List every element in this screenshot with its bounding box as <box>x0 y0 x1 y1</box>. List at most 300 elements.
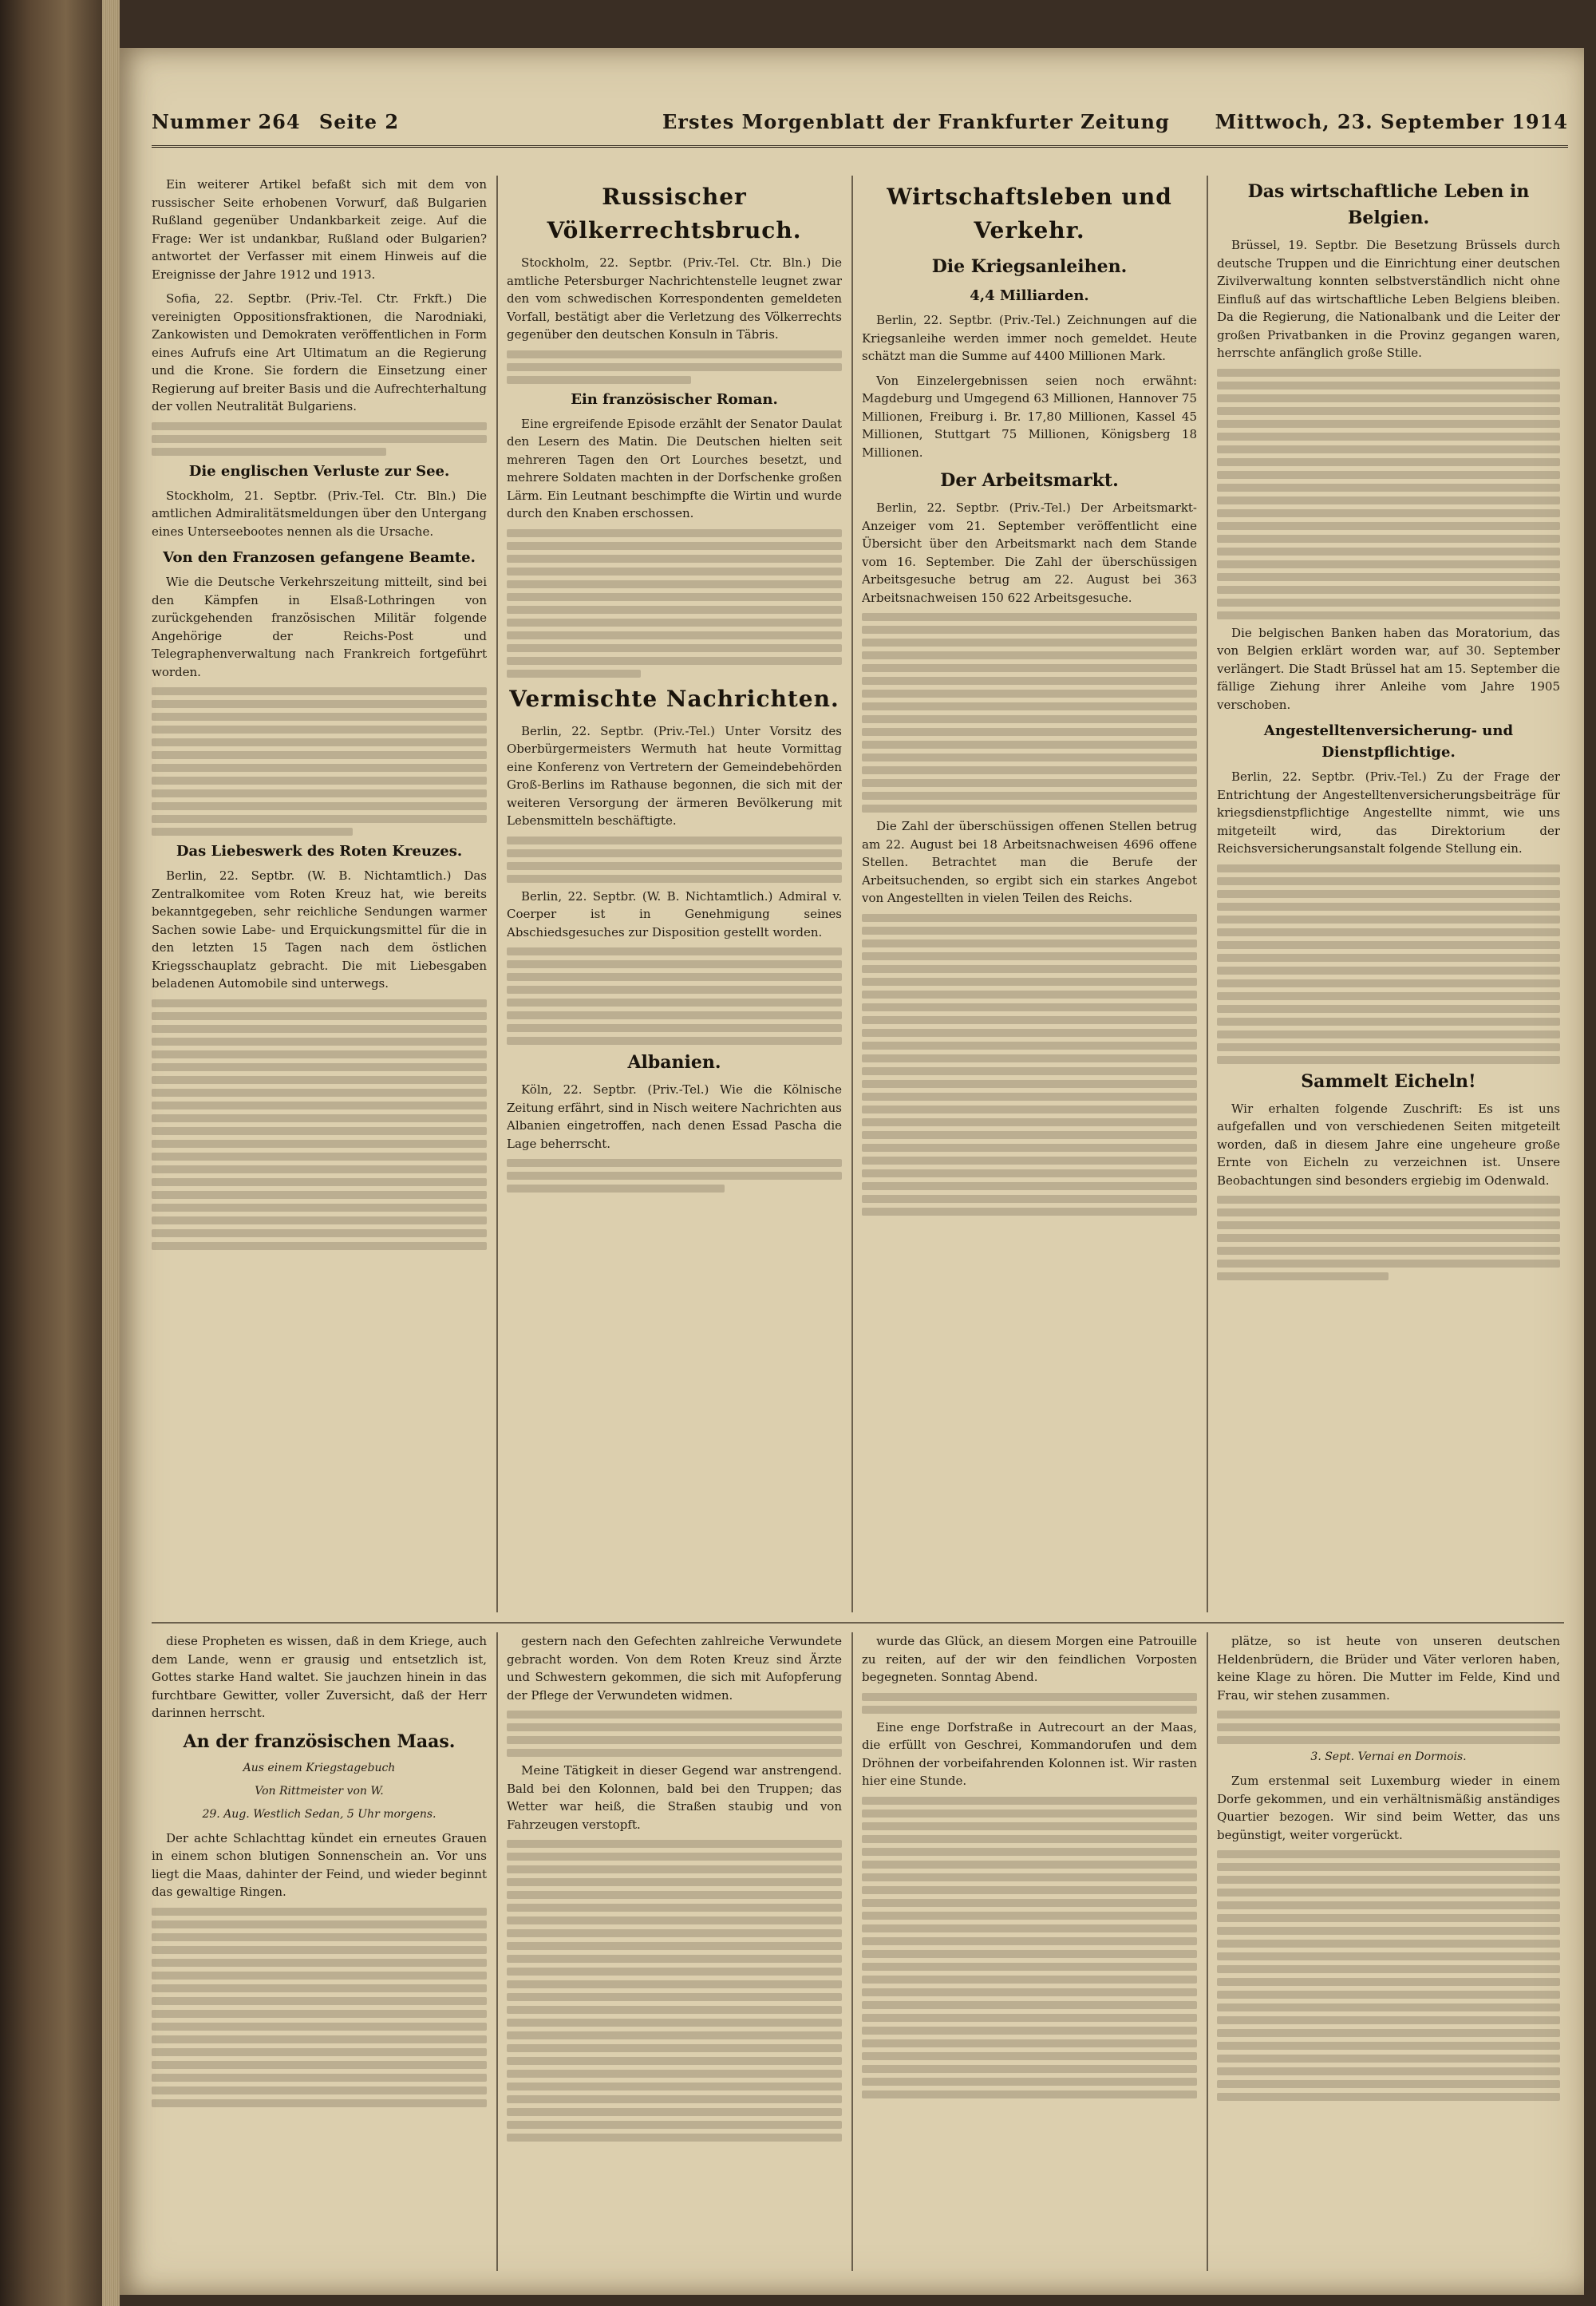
text-line <box>507 593 842 601</box>
headline: Das wirtschaftliche Leben in Belgien. <box>1247 181 1530 228</box>
text-line <box>1217 2016 1560 2024</box>
text-line <box>152 448 386 456</box>
text-line <box>152 1050 487 1058</box>
text-line <box>1217 992 1560 1000</box>
text-line <box>862 1067 1197 1075</box>
text-line <box>507 1011 842 1019</box>
text-line <box>1217 1196 1560 1204</box>
text-line <box>507 376 691 384</box>
text-line <box>1217 1889 1560 1897</box>
text-line <box>507 619 842 627</box>
text-line <box>507 2019 842 2027</box>
text-line <box>1217 890 1560 898</box>
article-text: Berlin, 22. Septbr. (Priv.-Tel.) Der Arbeitsmarkt-Anzeiger vom 21. September veröffentlicht eine Übersicht über den Arbeitsmarkt nach dem Stande vom 16. September. Die Zahl der überschüssigen Arbeitsgesuche betrug am 22. August bei 363 Arbeitsnachweisen 150 622 Arbeitsgesuche. <box>862 500 1197 605</box>
column-rule <box>851 1632 853 2271</box>
text-line <box>1217 1914 1560 1922</box>
article-text: Wir erhalten folgende Zuschrift: Es ist uns aufgefallen und von verschiedenen Seiten mitgeteilt worden, daß in diesem Jahre eine ungeheure große Ernte von Eicheln zu verzeichnen ist. Unsere Beobachtungen sind besonders ergiebig im Odenwald. <box>1217 1101 1560 1188</box>
text-line <box>862 1080 1197 1088</box>
article-text: Meine Tätigkeit in dieser Gegend war anstrengend. Bald bei den Kolonnen, bald bei den Truppen; das Wetter war heiß, die Straßen staubig und von Fahrzeugen verstopft. <box>507 1763 842 1832</box>
feuilleton-column-3 <box>862 1632 1197 2271</box>
article-text: Sofia, 22. Septbr. (Priv.-Tel. Ctr. Frkft.) Die vereinigten Oppositionsfraktionen, die Narodniaki, Zankowisten und Demokraten veröffentlichen in Form eines Aufrufs eine Art Ultimatum an die Regierung und die Krone. Sie fordern die Einsetzung einer Regierung auf breiter Basis und die Aufrechterhaltung der vollen Neutralität Bulgariens. <box>152 291 487 413</box>
article-text: wurde das Glück, an diesem Morgen eine Patrouille zu reiten, auf der wir den feindlichen Vorposten begegneten. Sonntag Abend. <box>862 1634 1197 1684</box>
text-line <box>862 1963 1197 1971</box>
article-text: Der achte Schlachttag kündet ein erneutes Grauen in einem schon blutigen Sonnenschein an. Vor uns liegt die Maas, dahinter der Feind, und wieder beginnt das gewaltige Ringen. <box>152 1830 487 1899</box>
text-line <box>507 568 842 576</box>
article-text: Berlin, 22. Septbr. (Priv.-Tel.) Unter Vorsitz des Oberbürgermeisters Wermuth hat heute Vormittag eine Konferenz von Vertretern der Gemeindebehörden Groß-Berlins im Rathause begonnen, die sich mit der weiteren Versorgung der ärmeren Bevölkerung mit Lebensmitteln beschäftigte. <box>507 723 842 828</box>
subheadline: Die Kriegsanleihen. <box>931 256 1128 277</box>
column-3 <box>862 176 1197 1612</box>
article-text: diese Propheten es wissen, daß in dem Kriege, auch dem Lande, wenn er grausig und entsetzlich ist, Gottes starke Hand waltet. Sie jauchzen hinein in das furchtbare Gewitter, voller Zuversicht, daß der Herr darinnen herrscht. <box>152 1634 487 1720</box>
text-line <box>862 1706 1197 1714</box>
text-line <box>507 1749 842 1757</box>
text-line <box>1217 954 1560 962</box>
text-line <box>152 435 487 443</box>
text-line <box>507 1185 725 1193</box>
text-line <box>507 1942 842 1950</box>
text-line <box>152 1012 487 1020</box>
text-line <box>152 1025 487 1033</box>
text-line <box>152 1959 487 1967</box>
text-line <box>1217 1940 1560 1948</box>
text-line <box>507 529 842 537</box>
text-line <box>507 2070 842 2078</box>
text-line <box>1217 433 1560 441</box>
text-line <box>507 631 842 639</box>
text-line <box>862 1131 1197 1139</box>
text-line <box>862 2039 1197 2047</box>
text-line <box>152 764 487 772</box>
text-line <box>152 422 487 430</box>
text-line <box>507 363 842 371</box>
text-line <box>152 687 487 695</box>
book-binding <box>0 0 120 2306</box>
text-line <box>862 2001 1197 2009</box>
text-line <box>1217 877 1560 885</box>
text-line <box>1217 471 1560 479</box>
text-line <box>862 1873 1197 1881</box>
text-line <box>507 1865 842 1873</box>
text-line <box>862 1144 1197 1152</box>
text-line <box>862 651 1197 659</box>
text-line <box>1217 2029 1560 2037</box>
text-line <box>862 702 1197 710</box>
text-line <box>507 1159 842 1167</box>
text-line <box>507 555 842 563</box>
text-line <box>507 2031 842 2039</box>
text-line <box>1217 382 1560 390</box>
headline: Der Arbeitsmarkt. <box>940 470 1119 491</box>
text-line <box>862 1118 1197 1126</box>
headline: An der französischen Maas. <box>183 1730 456 1752</box>
text-line <box>862 1208 1197 1216</box>
text-line <box>152 738 487 746</box>
text-line <box>1217 1723 1560 1731</box>
text-line <box>152 1153 487 1161</box>
text-line <box>1217 1260 1560 1268</box>
text-line <box>862 639 1197 647</box>
text-line <box>507 1853 842 1861</box>
article-text: plätze, so ist heute von unseren deutschen Heldenbrüdern, die Brüder und Väter verloren haben, keine Klage zu hören. Die Mutter im Felde, Kind und Frau, wir stehen zusammen. <box>1217 1634 1560 1703</box>
text-line <box>507 2121 842 2129</box>
text-line <box>152 1102 487 1109</box>
text-line <box>507 2083 842 2090</box>
text-line <box>862 1924 1197 1932</box>
text-line <box>1217 548 1560 556</box>
article-text: Die Zahl der überschüssigen offenen Stellen betrug am 22. August bei 18 Arbeitsnachweisen 4696 offene Stellen. Betrachtet man die Berufe der Arbeitsuchenden, so ergibt sich ein starkes Angebot von Angestellten in vielen Teilen des Reichs. <box>862 819 1197 905</box>
text-line <box>862 728 1197 736</box>
text-line <box>152 1089 487 1097</box>
text-line <box>152 1165 487 1173</box>
author: Von Rittmeister von W. <box>255 1784 384 1798</box>
text-line <box>862 1042 1197 1050</box>
text-line <box>507 862 842 870</box>
text-line <box>1217 979 1560 987</box>
text-line <box>862 1886 1197 1894</box>
text-line <box>1217 2080 1560 2088</box>
text-line <box>152 1920 487 1928</box>
text-line <box>152 2086 487 2094</box>
text-line <box>507 2044 842 2052</box>
text-line <box>1217 496 1560 504</box>
text-line <box>152 1127 487 1135</box>
text-line <box>862 1950 1197 1958</box>
text-line <box>152 2074 487 2082</box>
text-line <box>862 1029 1197 1037</box>
dateline: 29. Aug. Westlich Sedan, 5 Uhr morgens. <box>202 1807 437 1821</box>
text-line <box>152 2061 487 2069</box>
feuilleton-column-2 <box>507 1632 842 2271</box>
text-line <box>507 1993 842 2001</box>
text-line <box>152 1038 487 1046</box>
text-line <box>1217 420 1560 428</box>
text-line <box>862 1182 1197 1190</box>
text-line <box>152 777 487 785</box>
text-line <box>152 2023 487 2031</box>
text-line <box>152 713 487 721</box>
subheadline: 4,4 Milliarden. <box>970 287 1089 304</box>
headline: Vermischte Nachrichten. <box>509 685 839 712</box>
text-line <box>862 690 1197 698</box>
article-text: Von Einzelergebnissen seien noch erwähnt: Magdeburg und Umgegend 63 Millionen, Hannover 75 Millionen, Freiburg i. Br. 17,80 Millionen, Kassel 45 Millionen, Stuttgart 75 Millionen, Königsberg 18 Millionen. <box>862 373 1197 460</box>
text-line <box>507 350 842 358</box>
text-line <box>1217 522 1560 530</box>
text-line <box>1217 611 1560 619</box>
text-line <box>862 1835 1197 1843</box>
text-line <box>507 1878 842 1886</box>
text-line <box>152 1140 487 1148</box>
text-line <box>507 960 842 968</box>
text-line <box>862 1822 1197 1830</box>
text-line <box>862 766 1197 774</box>
issue-number: Nummer 264 <box>152 110 301 133</box>
text-line <box>862 626 1197 634</box>
text-line <box>1217 573 1560 581</box>
headline: Sammelt Eicheln! <box>1301 1070 1476 1092</box>
headline: Russischer Völkerrechtsbruch. <box>547 184 802 243</box>
text-line <box>1217 928 1560 936</box>
article-text: Stockholm, 22. Septbr. (Priv.-Tel. Ctr. Bln.) Die amtliche Petersburger Nachrichtenstelle leugnet zwar den vom schwedischen Korrespondenten gemeldeten Vorfall, bestätigt aber die Verletzung des Völkerrechts gegenüber den deutschen Konsuln in Täbris. <box>507 255 842 342</box>
subheadline: Aus einem Kriegstagebuch <box>243 1761 396 1774</box>
text-line <box>507 1711 842 1719</box>
text-line <box>862 1157 1197 1165</box>
text-line <box>1217 2003 1560 2011</box>
text-line <box>152 2099 487 2107</box>
article-text: Wie die Deutsche Verkehrszeitung mitteilt, sind bei den Kämpfen in Elsaß-Lothringen von zurückgehenden französischen Militär folgende Angehörige der Reichs-Post und Telegraphenverwaltung nach Frankreich fortgeführt worden. <box>152 575 487 679</box>
column-2 <box>507 176 842 1612</box>
text-line <box>507 1037 842 1045</box>
text-line <box>862 792 1197 800</box>
text-line <box>862 613 1197 621</box>
column-1 <box>152 176 487 1612</box>
headline: Wirtschaftsleben und Verkehr. <box>887 184 1172 243</box>
text-line <box>862 2090 1197 2098</box>
text-line <box>862 991 1197 999</box>
article-text: Köln, 22. Septbr. (Priv.-Tel.) Wie die Kölnische Zeitung erfährt, sind in Nisch weitere Nachrichten aus Albanien eingetroffen, nach denen Essad Pascha die Lage beherrscht. <box>507 1082 842 1151</box>
text-line <box>507 986 842 994</box>
headline: Albanien. <box>627 1052 721 1073</box>
text-line <box>507 542 842 550</box>
text-line <box>507 947 842 955</box>
article-text: Brüssel, 19. Septbr. Die Besetzung Brüssels durch deutsche Truppen und die Einrichtung einer deutschen Zivilverwaltung konnten selbstverständlich nicht ohne Einfluß auf das wirtschaftliche Leben Belgiens bleiben. Da die Regierung, die Nationalbank und die Leiter der großen Privatbanken in die Provinz gegangen waren, herrschte anfänglich große Stille. <box>1217 238 1560 360</box>
column-rule <box>1207 176 1208 1612</box>
text-line <box>862 1848 1197 1856</box>
text-line <box>507 580 842 588</box>
text-line <box>1217 2067 1560 2075</box>
article-text: Stockholm, 21. Septbr. (Priv.-Tel. Ctr. Bln.) Die amtlichen Admiralitätsmeldungen über den Untergang eines Unterseebootes nennen als die Ursache. <box>152 488 487 539</box>
text-line <box>1217 1965 1560 1973</box>
text-line <box>862 927 1197 935</box>
text-line <box>1217 1876 1560 1884</box>
text-line <box>862 1988 1197 1996</box>
text-line <box>1217 1978 1560 1986</box>
text-line <box>1217 599 1560 607</box>
text-line <box>152 1114 487 1122</box>
text-line <box>152 1076 487 1084</box>
text-line <box>1217 394 1560 402</box>
text-line <box>1217 967 1560 975</box>
text-line <box>152 1178 487 1186</box>
column-rule <box>496 176 498 1612</box>
text-line <box>507 1929 842 1937</box>
text-line <box>862 2027 1197 2035</box>
text-line <box>862 754 1197 761</box>
text-line <box>1217 1030 1560 1038</box>
text-line <box>152 802 487 810</box>
text-line <box>507 606 842 614</box>
text-line <box>862 1106 1197 1113</box>
text-line <box>1217 458 1560 466</box>
text-line <box>507 1891 842 1899</box>
text-line <box>1217 1221 1560 1229</box>
text-line <box>862 1016 1197 1024</box>
text-line <box>1217 1736 1560 1744</box>
page-edges <box>102 0 120 2306</box>
text-line <box>862 1899 1197 1907</box>
text-line <box>1217 1901 1560 1909</box>
article-text: Eine ergreifende Episode erzählt der Senator Daulat den Lesern des Matin. Die Deutschen hielten seit mehreren Tagen den Ort Lourches besetzt, und mehrere Soldaten machten in der Dorfschenke großen Lärm. Ein Leutnant beschimpfte die Wirtin und wurde durch den Knaben erschossen. <box>507 416 842 520</box>
text-line <box>152 1984 487 1992</box>
text-line <box>1217 864 1560 872</box>
issue-date: Mittwoch, 23. September 1914 <box>1215 110 1568 133</box>
column-rule <box>1207 1632 1208 2271</box>
text-line <box>862 779 1197 787</box>
issue-info <box>152 110 399 133</box>
text-line <box>152 726 487 734</box>
text-line <box>507 849 842 857</box>
text-line <box>1217 1927 1560 1935</box>
newspaper-page <box>120 48 1584 2295</box>
text-line <box>152 751 487 759</box>
text-line <box>507 1172 842 1180</box>
column-rule <box>496 1632 498 2271</box>
text-line <box>507 2057 842 2065</box>
text-line <box>152 828 353 836</box>
article-text: Die belgischen Banken haben das Moratorium, das von Belgien erklärt worden war, auf 30. September verlängert. Die Stadt Brüssel hat am 15. September die fällige Ziehung ihrer Anleihe vom Jahre 1905 verschoben. <box>1217 625 1560 712</box>
page-number: Seite 2 <box>318 110 400 133</box>
dateline: 3. Sept. Vernai en Dormois. <box>1310 1750 1467 1763</box>
text-line <box>1217 1850 1560 1858</box>
text-line <box>862 664 1197 672</box>
text-line <box>507 644 842 652</box>
text-line <box>1217 1234 1560 1242</box>
text-line <box>1217 1863 1560 1871</box>
text-line <box>862 741 1197 749</box>
text-line <box>152 1229 487 1237</box>
text-line <box>152 1063 487 1071</box>
text-line <box>862 1169 1197 1177</box>
text-line <box>152 1908 487 1916</box>
text-line <box>507 2095 842 2103</box>
article-text: Eine enge Dorfstraße in Autrecourt an der Maas, die erfüllt von Geschrei, Kommandorufen und dem Dröhnen der vorbeifahrenden Kolonnen ist. Wir rasten hier eine Stunde. <box>862 1719 1197 1788</box>
text-line <box>507 1955 842 1963</box>
text-line <box>862 978 1197 986</box>
text-line <box>862 1054 1197 1062</box>
text-line <box>862 939 1197 947</box>
article-text: gestern nach den Gefechten zahlreiche Verwundete gebracht worden. Von dem Roten Kreuz sind Ärzte und Schwestern gekommen, die sich mit Aufopferung der Pflege der Verwundeten widmen. <box>507 1634 842 1703</box>
text-line <box>507 1916 842 1924</box>
text-line <box>152 1997 487 2005</box>
text-line <box>862 1810 1197 1818</box>
text-line <box>1217 535 1560 543</box>
text-line <box>1217 2042 1560 2050</box>
headline: Von den Franzosen gefangene Beamte. <box>163 549 476 566</box>
text-line <box>862 2078 1197 2086</box>
text-line <box>507 1968 842 1976</box>
text-line <box>862 1861 1197 1869</box>
feuilleton-column-1 <box>152 1632 487 2271</box>
text-line <box>862 952 1197 960</box>
text-line <box>1217 1005 1560 1013</box>
text-line <box>152 700 487 708</box>
text-line <box>507 1980 842 1988</box>
text-line <box>152 1204 487 1212</box>
column-rule <box>851 176 853 1612</box>
section-rule <box>152 1622 1564 1624</box>
text-line <box>1217 916 1560 924</box>
text-line <box>1217 1056 1560 1064</box>
text-line <box>507 837 842 844</box>
text-line <box>1217 2093 1560 2101</box>
text-line <box>507 2108 842 2116</box>
article-text: Berlin, 22. Septbr. (W. B. Nichtamtlich.) Das Zentralkomitee vom Roten Kreuz hat, wie bereits bekanntgegeben, sehr reichliche Sendungen warmer Sachen sowie Labe- und Erquickungsmittel für die in den letzten 15 Tagen nach dem östlichen Kriegsschauplatz gebracht. Die mit Liebesgaben beladenen Automobile sind unterwegs. <box>152 868 487 991</box>
text-line <box>862 1912 1197 1920</box>
text-line <box>862 715 1197 723</box>
text-line <box>1217 1991 1560 1999</box>
edition-title: Erstes Morgenblatt der Frankfurter Zeitung <box>662 110 1170 133</box>
article-text: Zum erstenmal seit Luxemburg wieder in einem Dorfe gekommen, und ein verhältnismäßig anständiges Quartier bezogen. Wir sind beim Wetter, das uns begünstigt, weiter vorgerückt. <box>1217 1774 1560 1842</box>
text-line <box>152 815 487 823</box>
text-line <box>862 677 1197 685</box>
text-line <box>152 999 487 1007</box>
text-line <box>1217 903 1560 911</box>
text-line <box>862 805 1197 813</box>
headline: Angestelltenversicherung- und Dienstpflichtige. <box>1263 722 1514 761</box>
text-line <box>1217 369 1560 377</box>
text-line <box>507 657 842 665</box>
text-line <box>862 1693 1197 1701</box>
text-line <box>507 1840 842 1848</box>
article-text: Ein weiterer Artikel befaßt sich mit dem von russischer Seite erhobenen Vorwurf, daß Bulgarien Rußland gegenüber Undankbarkeit zeige. Auf die Frage: Wer ist undankbar, Rußland oder Bulgarien? antwortet der Verfasser mit einem Hinweis auf die Ereignisse der Jahre 1912 und 1913. <box>152 177 487 282</box>
text-line <box>152 2035 487 2043</box>
text-line <box>1217 1952 1560 1960</box>
text-line <box>1217 1043 1560 1051</box>
text-line <box>1217 1711 1560 1719</box>
text-line <box>1217 2055 1560 2063</box>
text-line <box>507 875 842 883</box>
text-line <box>152 1216 487 1224</box>
text-line <box>1217 445 1560 453</box>
text-line <box>862 2052 1197 2060</box>
headline: Das Liebeswerk des Roten Kreuzes. <box>176 843 463 860</box>
text-line <box>1217 1208 1560 1216</box>
text-line <box>862 1937 1197 1945</box>
text-line <box>1217 1018 1560 1026</box>
text-line <box>152 1242 487 1250</box>
text-line <box>1217 560 1560 568</box>
text-line <box>507 1904 842 1912</box>
article-text: Berlin, 22. Septbr. (Priv.-Tel.) Zu der Frage der Entrichtung der Angestelltenversicherungsbeiträge für kriegsdienstpflichtige Angestellte nimmt, wie uns mitgeteilt wird, das Direktorium der Reichsversicherungsanstalt folgende Stellung ein. <box>1217 769 1560 856</box>
text-line <box>862 965 1197 973</box>
text-line <box>862 1797 1197 1805</box>
text-line <box>862 2014 1197 2022</box>
feuilleton-column-4 <box>1217 1632 1560 2271</box>
text-line <box>1217 484 1560 492</box>
text-line <box>507 1024 842 1032</box>
text-line <box>862 2065 1197 2073</box>
text-line <box>152 2048 487 2056</box>
text-line <box>152 1946 487 1954</box>
text-line <box>862 1976 1197 1984</box>
text-line <box>507 1723 842 1731</box>
text-line <box>152 1972 487 1980</box>
headline: Ein französischer Roman. <box>571 390 778 408</box>
text-line <box>862 1195 1197 1203</box>
text-line <box>1217 586 1560 594</box>
text-line <box>152 1191 487 1199</box>
text-line <box>862 914 1197 922</box>
masthead <box>152 104 1568 148</box>
text-line <box>507 999 842 1007</box>
text-line <box>1217 941 1560 949</box>
text-line <box>152 1933 487 1941</box>
text-line <box>862 1003 1197 1011</box>
text-line <box>507 2134 842 2142</box>
text-line <box>507 670 641 678</box>
text-line <box>862 1093 1197 1101</box>
text-line <box>1217 1272 1389 1280</box>
text-line <box>1217 407 1560 415</box>
text-line <box>507 973 842 981</box>
